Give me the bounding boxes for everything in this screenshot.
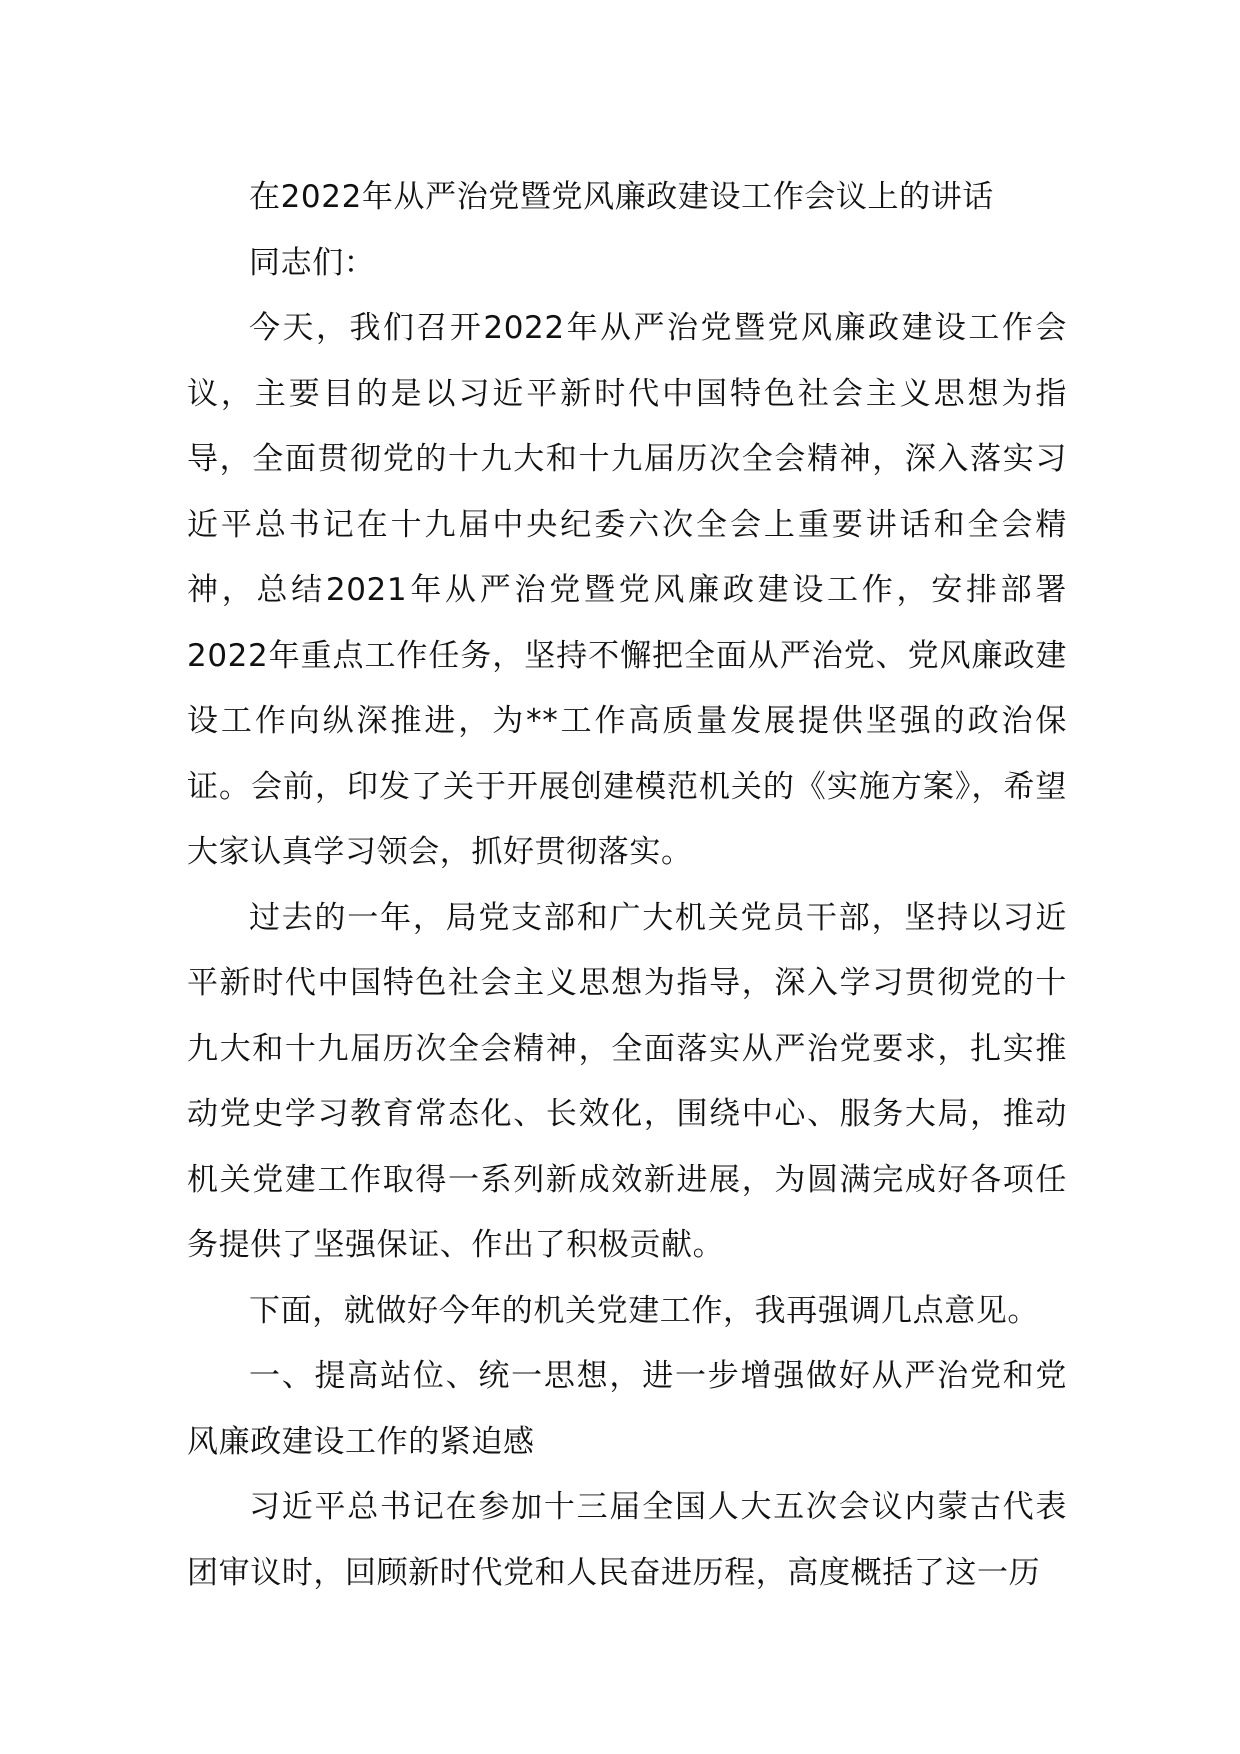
section-heading: 一、提高站位、统一思想，进一步增强做好从严治党和党风廉政建设工作的紧迫感 (187, 1358, 1067, 1460)
paragraph-final: 习近平总书记在参加十三届全国人大五次会议内蒙古代表团审议时，回顾新时代党和人民奋进历程，高度概括了这一历 (187, 1489, 1067, 1591)
document-body (187, 165, 1067, 1606)
paragraph-intro: 今天，我们召开2022年从严治党暨党风廉政建设工作会议，主要目的是以习近平新时代中国特色社会主义思想为指导，全面贯彻党的十九大和十九届历次全会精神，深入落实习近平总书记在十九届中央纪委六次全会上重要讲话和全会精神，总结2021年从严治党暨党风廉政建设工作，安排部署2022年重点工作任务，坚持不懈把全面从严治党、党风廉政建设工作向纵深推进，为**工作高质量发展提供坚强的政治保证。会前，印发了关于开展创建模范机关的《实施方案》，希望大家认真学习领会，抓好贯彻落实。 (187, 310, 1067, 870)
document-title: 在2022年从严治党暨党风廉政建设工作会议上的讲话 (249, 179, 994, 215)
paragraph-review: 过去的一年，局党支部和广大机关党员干部，坚持以习近平新时代中国特色社会主义思想为指导，深入学习贯彻党的十九大和十九届历次全会精神，全面落实从严治党要求，扎实推动党史学习教育常态化、长效化，围绕中心、服务大局，推动机关党建工作取得一系列新成效新进展，为圆满完成好各项任务提供了坚强保证、作出了积极贡献。 (187, 899, 1067, 1263)
salutation: 同志们： (249, 244, 376, 281)
paragraph-transition: 下面，就做好今年的机关党建工作，我再强调几点意见。 (249, 1292, 1039, 1329)
